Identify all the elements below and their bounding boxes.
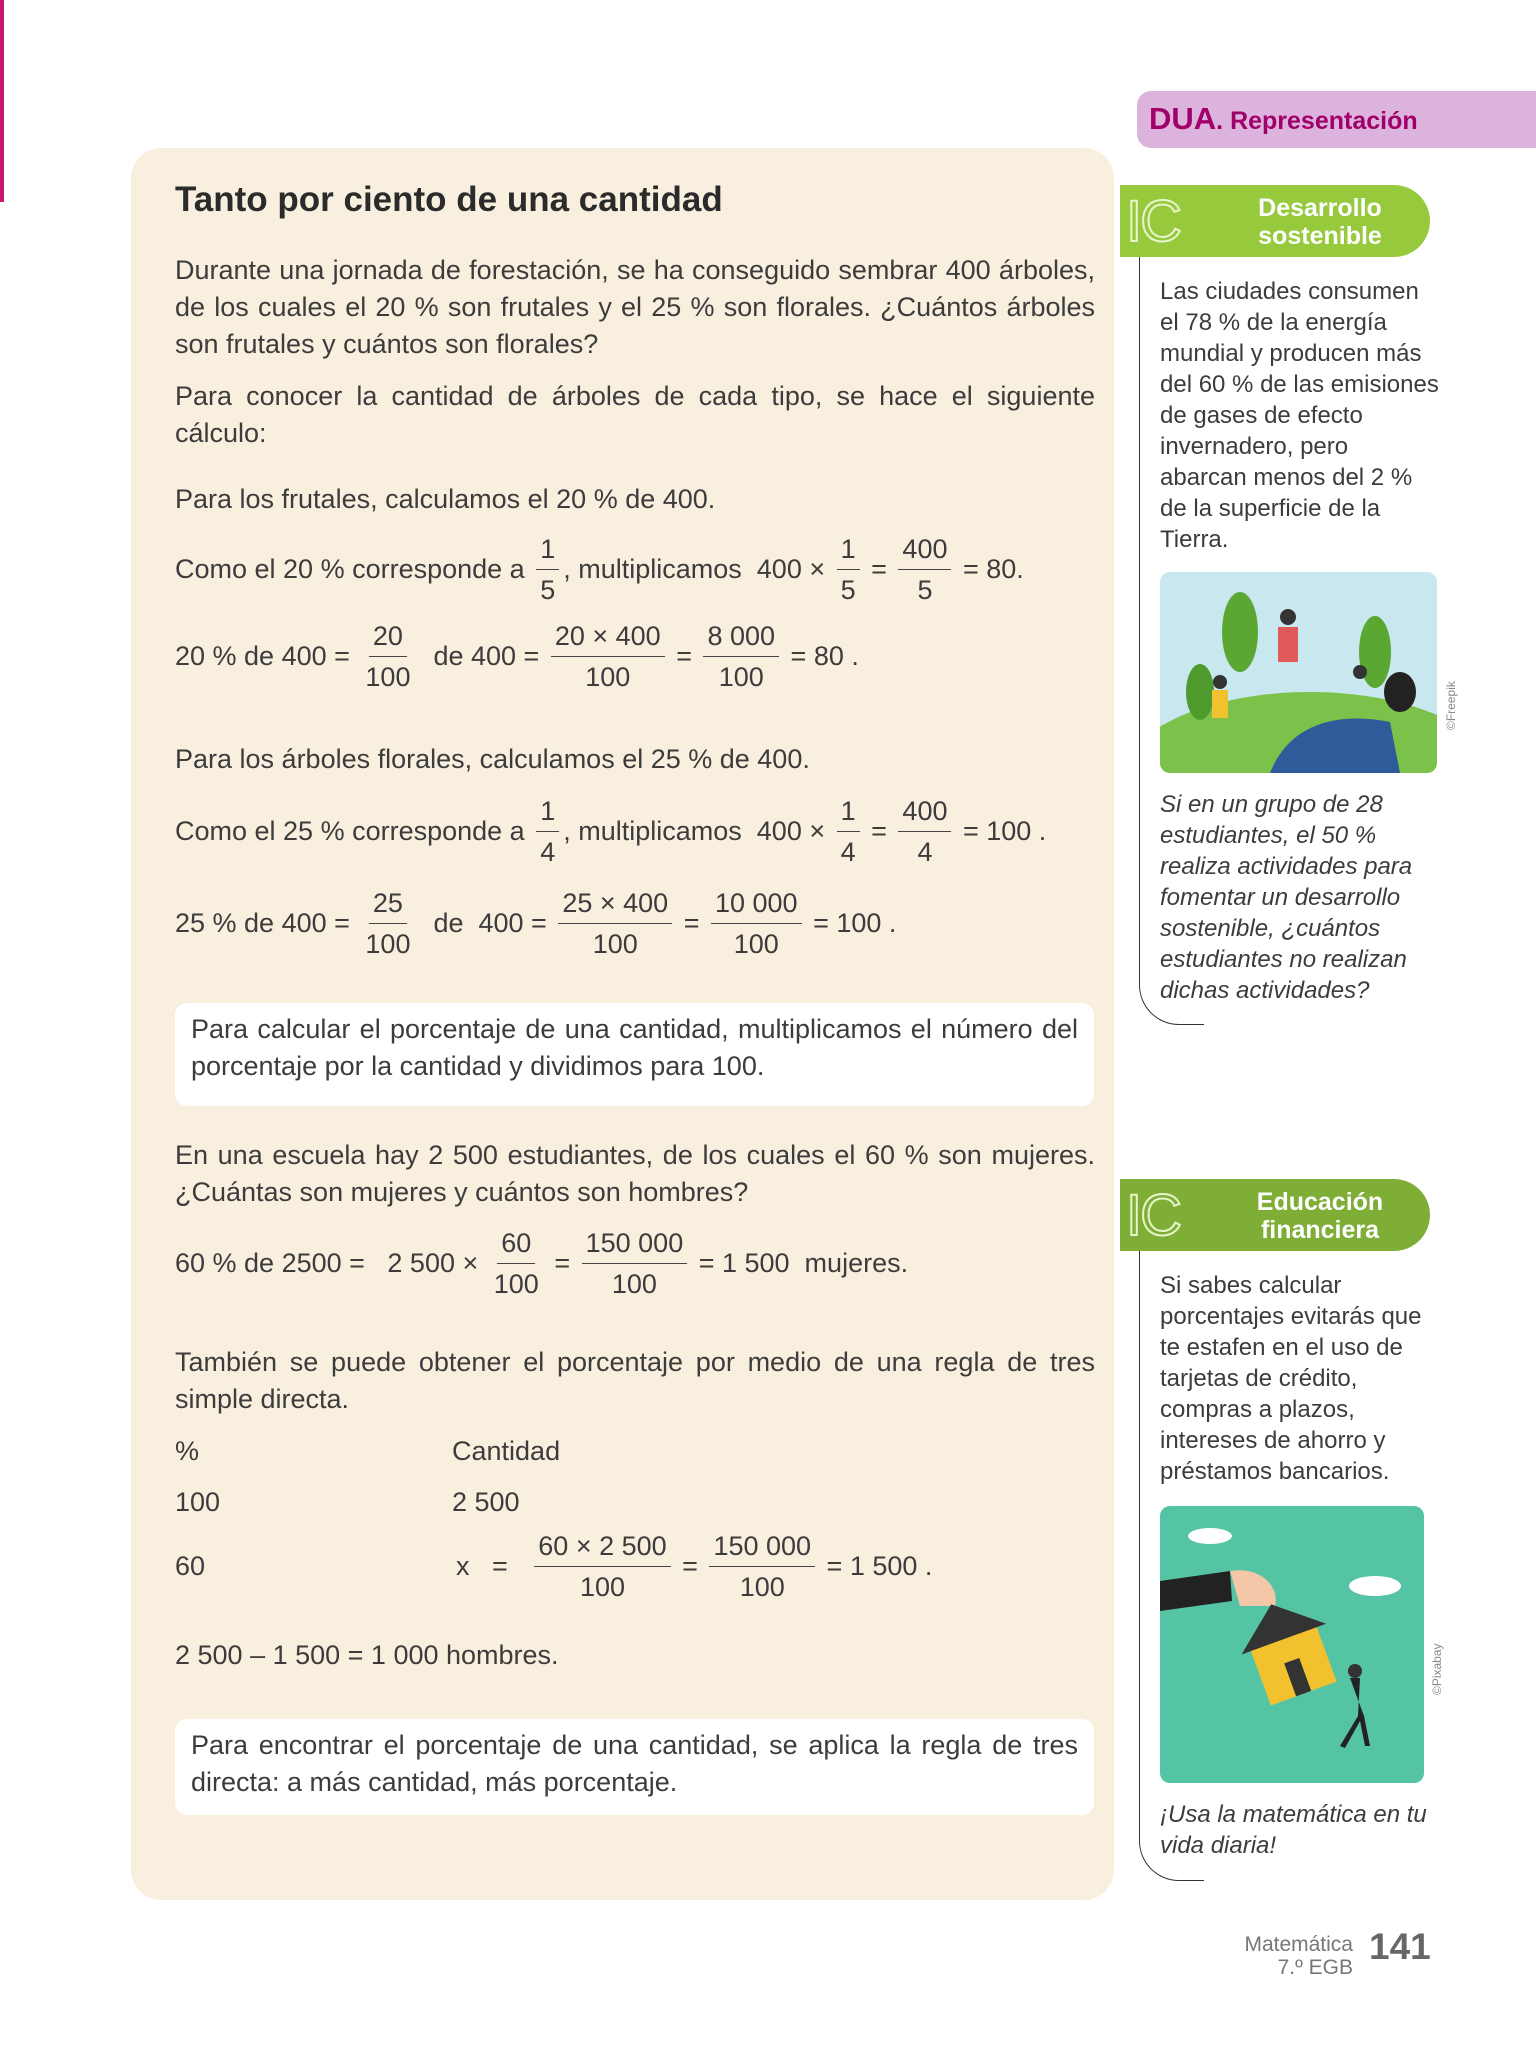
math-text: = 80. [955,553,1024,584]
math-text: x = [456,1550,531,1581]
fraction-denominator: 100 [592,928,638,959]
problem-paragraph: Durante una jornada de forestación, se ha conseguido sembrar 400 árboles, de los cuales el 20 % son frutales y el 25 % son florales. ¿Cuántos árboles son frutales y cuántos son florales? [175,255,1095,359]
math-text: = 100 . [805,907,897,938]
fraction [837,791,860,872]
fraction-denominator: 100 [733,928,779,959]
fraction-numerator: 150 000 [582,1223,688,1264]
math-text: 20 % de 400 = [175,640,358,671]
fraction [898,529,951,610]
rule-note: Para calcular el porcentaje de una cantidad, multiplicamos el número del porcentaje por la cantidad y dividimos para 100. [175,1003,1094,1106]
rule-note: Para encontrar el porcentaje de una cantidad, se aplica la regla de tres directa: a más cantidad, más porcentaje. [175,1719,1094,1815]
fraction-denominator: 100 [585,661,631,692]
fraction-numerator: 60 × 2 500 [534,1526,670,1567]
fraction-denominator: 4 [840,836,856,867]
rule-of-three-intro: También se puede obtener el porcentaje por medio de una regla de tres simple directa. [175,1347,1095,1414]
fraction-numerator: 1 [837,529,860,570]
sustainable-development-tab [1120,185,1430,257]
dua-label: DUA [1149,101,1217,136]
math-text: = 1 500 mujeres. [691,1247,909,1278]
fraction-denominator: 5 [840,574,856,605]
table-cell: 2 500 [452,1487,520,1517]
fraction-denominator: 100 [365,928,411,959]
fraction [536,529,559,610]
fraction-numerator: 400 [898,529,951,570]
table-cell: 100 [175,1487,221,1517]
math-text: = [674,1550,706,1581]
fraction [551,616,665,697]
fraction-numerator: 25 [369,883,407,924]
image-credit: ©Freepik [1444,681,1458,730]
men-result: 2 500 – 1 500 = 1 000 hombres. [175,1640,559,1670]
method-paragraph: Para conocer la cantidad de árboles de cada tipo, se hace el siguiente cálculo: [175,381,1095,448]
math-text: de 400 = [418,640,547,671]
fraction-denominator: 100 [739,1571,785,1602]
page-title: Tanto por ciento de una cantidad [175,180,723,219]
fraction-numerator: 8 000 [703,616,779,657]
fraction-denominator: 4 [540,836,556,867]
math-row [175,873,896,973]
fraction-denominator: 5 [540,574,556,605]
frutales-intro: Para los frutales, calculamos el 20 % de 400. [175,484,716,514]
fraction [582,1223,688,1304]
math-text: 60 % de 2500 = 2 500 × [175,1247,486,1278]
financial-education-tab [1120,1179,1430,1251]
fraction-denominator: 100 [365,661,411,692]
fraction-numerator: 20 × 400 [551,616,665,657]
image-credit: ©Pixabay [1430,1643,1444,1695]
fraction [558,883,672,964]
math-text: = [863,815,895,846]
ic-logo-icon: IC [1126,189,1180,254]
fraction-denominator: 100 [611,1268,657,1299]
math-text: = [676,907,707,938]
math-text: , multiplicamos 400 × [563,553,833,584]
fraction [490,1223,543,1304]
table-header-quantity: Cantidad [452,1436,561,1466]
fraction-numerator: 1 [536,791,559,832]
fraction-numerator: 10 000 [711,883,802,924]
fraction-denominator: 5 [917,574,933,605]
sidebar-question: Si en un grupo de 28 estudiantes, el 50 % realiza actividades para fomentar un desarrollo sostenible, ¿cuántos estudiantes no realizan dichas actividades? [1160,791,1413,1004]
sidebar-text: Las ciudades consumen el 78 % de la energía mundial y producen más del 60 % de las emisiones de gases de efecto invernadero, pero abarcan menos del 2 % de la superficie de la Tierra. [1160,278,1439,553]
math-text: , multiplicamos 400 × [563,815,833,846]
math-text: Como el 25 % corresponde a [175,815,533,846]
dua-title: . Representación [1216,107,1418,135]
footer-subject [1221,1933,1353,1979]
sidebar-text: Si sabes calcular porcentajes evitarás que te estafen en el uso de tarjetas de crédito, compras a plazos, intereses de ahorro y préstamos bancarios. [1160,1272,1422,1485]
table-cell: 60 [175,1551,206,1581]
fraction [534,1526,670,1607]
fraction [703,616,779,697]
florales-intro: Para los árboles florales, calculamos el 25 % de 400. [175,744,810,774]
dua-header [1137,91,1536,148]
fraction-numerator: 20 [369,616,407,657]
math-text: = 100 . [955,815,1047,846]
school-problem: En una escuela hay 2 500 estudiantes, de los cuales el 60 % son mujeres. ¿Cuántas son mujeres y cuántos son hombres? [175,1140,1095,1207]
fraction [709,1526,815,1607]
math-text: = [863,553,895,584]
fraction [898,791,951,872]
math-row [175,781,1046,881]
page-number: 141 [1369,1926,1431,1967]
math-row [175,606,859,706]
math-text: = 80 . [783,640,859,671]
fraction-numerator: 150 000 [709,1526,815,1567]
math-row [175,519,1024,619]
fraction-denominator: 100 [718,661,764,692]
fraction-denominator: 100 [579,1571,625,1602]
fraction-numerator: 60 [497,1223,535,1264]
fraction-numerator: 1 [837,791,860,832]
math-text: Como el 20 % corresponde a [175,553,533,584]
fraction [361,616,414,697]
fraction-denominator: 100 [493,1268,539,1299]
tab-title: Educación [1256,1188,1384,1216]
fraction [536,791,559,872]
sidebar-closing: ¡Usa la matemática en tu vida diaria! [1160,1801,1427,1859]
subject-label: Matemática [1244,1933,1353,1956]
fraction-denominator: 4 [917,836,933,867]
math-text: = [546,1247,578,1278]
fraction [711,883,802,964]
forestation-illustration [1160,572,1437,773]
tab-title: sostenible [1258,222,1382,250]
table-header-percent: % [175,1436,200,1466]
ic-logo-icon: IC [1126,1183,1180,1248]
math-text: de 400 = [418,907,555,938]
fraction [361,883,414,964]
math-row [456,1516,932,1616]
house-hand-illustration [1160,1506,1424,1783]
fraction-numerator: 25 × 400 [558,883,672,924]
math-text: 25 % de 400 = [175,907,358,938]
math-text: = 1 500 . [819,1550,933,1581]
fraction-numerator: 1 [536,529,559,570]
tab-title: Desarrollo [1258,194,1382,222]
grade-label: 7.º EGB [1277,1956,1353,1979]
fraction [837,529,860,610]
math-text: = [668,640,700,671]
fraction-numerator: 400 [898,791,951,832]
tab-title: financiera [1260,1216,1380,1244]
page-edge-marker [0,0,4,202]
math-row [175,1213,908,1313]
